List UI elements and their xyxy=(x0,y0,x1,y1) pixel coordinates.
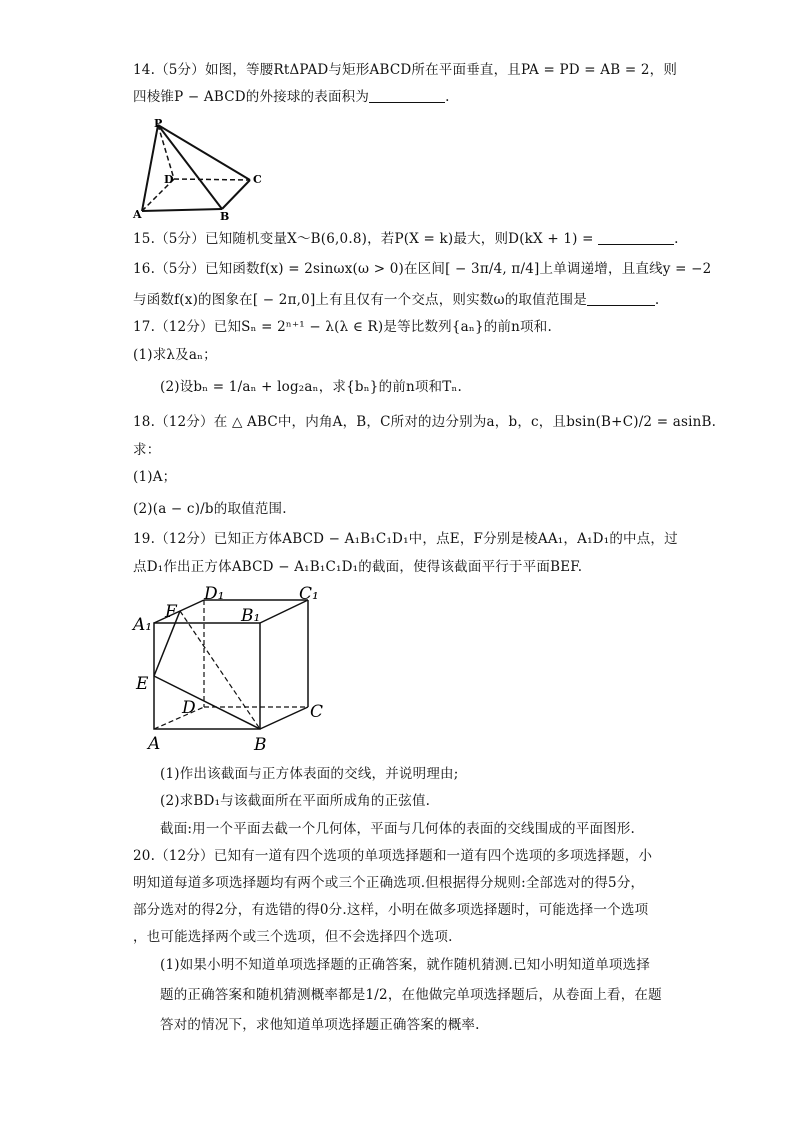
q18-part1: (1)A； xyxy=(133,469,177,485)
label-P: P xyxy=(154,117,163,130)
q18-part2: (2)(a − c)/b的取值范围. xyxy=(133,501,287,517)
q20-part1-line2: 题的正确答案和随机猜测概率都是1/2，在他做完单项选择题后，从卷面上看，在题 xyxy=(160,987,662,1003)
q17-part2: (2)设bₙ = 1/aₙ + log₂aₙ，求{bₙ}的前n项和Tₙ. xyxy=(160,379,462,395)
cube-figure xyxy=(128,583,333,758)
q14-line2-end: . xyxy=(445,89,450,105)
label-A: A xyxy=(148,734,161,754)
label-B1: B₁ xyxy=(241,606,261,626)
answer-blank xyxy=(598,230,674,245)
q18-line1: 18.（12分）在 △ ABC中，内角A，B，C所对的边分别为a，b，c，且bsin(B+C)/2 = asinB. xyxy=(133,414,717,430)
q16-line2 xyxy=(133,290,673,310)
pyramid-solid-edges xyxy=(142,125,250,211)
label-A: A xyxy=(133,208,142,221)
label-C: C xyxy=(310,702,324,722)
label-D1: D₁ xyxy=(204,584,225,604)
q20-line3: 部分选对的得2分，有选错的得0分.这样，小明在做多项选择题时，可能选择一个选项 xyxy=(133,902,649,918)
q14-line2-text: 四棱锥P − ABCD的外接球的表面积为 xyxy=(133,89,370,105)
q17-part1: (1)求λ及aₙ； xyxy=(133,347,217,363)
q18-line2: 求： xyxy=(133,442,161,458)
q19-part2: (2)求BD₁与该截面所在平面所成角的正弦值. xyxy=(160,793,431,809)
q20-line1: 20.（12分）已知有一道有四个选项的单项选择题和一道有四个选项的多项选择题，小 xyxy=(133,848,653,864)
q15-line1 xyxy=(133,229,679,249)
label-C1: C₁ xyxy=(299,584,319,604)
q19-note: 截面:用一个平面去截一个几何体，平面与几何体的表面的交线围成的平面图形. xyxy=(160,821,636,837)
q14-line1: 14.（5分）如图，等腰RtΔPAD与矩形ABCD所在平面垂直，且PA = PD = AB = 2，则 xyxy=(133,62,678,78)
label-B: B xyxy=(254,735,267,755)
label-D: D xyxy=(182,698,196,718)
q17-line1: 17.（12分）已知Sₙ = 2ⁿ⁺¹ − λ(λ ∈ R)是等比数列{aₙ}的前n项和. xyxy=(133,319,552,335)
label-F: F xyxy=(165,602,177,622)
q19-line1: 19.（12分）已知正方体ABCD − A₁B₁C₁D₁中，点E，F分别是棱AA₁，A₁D₁的中点，过 xyxy=(133,531,678,547)
label-E: E xyxy=(136,674,149,694)
q16-line1: 16.（5分）已知函数f(x) = 2sinωx(ω > 0)在区间[ − 3π/4, π/4]上单调递增，且直线y = −2 xyxy=(133,261,712,277)
q15-text: 15.（5分）已知随机变量X～B(6,0.8)，若P(X = k)最大，则D(kX + 1) = xyxy=(133,231,599,247)
answer-blank xyxy=(369,88,445,103)
q20-line4: ，也可能选择两个或三个选项，但不会选择四个选项. xyxy=(133,929,453,945)
q16-line2-text: 与函数f(x)的图象在[ − 2π,0]上有且仅有一个交点，则实数ω的取值范围是 xyxy=(133,292,587,308)
label-A1: A₁ xyxy=(133,615,153,635)
answer-blank xyxy=(587,291,655,306)
q19-part1: (1)作出该截面与正方体表面的交线，并说明理由; xyxy=(160,766,459,782)
label-D: D xyxy=(164,173,174,186)
q20-part1-line1: (1)如果小明不知道单项选择题的正确答案，就作随机猜测.已知小明知道单项选择 xyxy=(160,957,651,973)
q14-line2 xyxy=(133,87,673,107)
q20-part1-line3: 答对的情况下，求他知道单项选择题正确答案的概率. xyxy=(160,1017,480,1033)
label-B: B xyxy=(220,210,230,223)
cube-solid-edges xyxy=(154,600,308,729)
q20-line2: 明知道每道多项选择题均有两个或三个正确选项.但根据得分规则:全部选对的得5分， xyxy=(133,875,645,891)
label-C: C xyxy=(253,173,262,186)
q16-line2-end: . xyxy=(654,292,660,308)
q15-end: . xyxy=(674,231,679,247)
pyramid-figure xyxy=(128,115,268,223)
q19-line2: 点D₁作出正方体ABCD − A₁B₁C₁D₁的截面，使得该截面平行于平面BEF. xyxy=(133,559,583,575)
